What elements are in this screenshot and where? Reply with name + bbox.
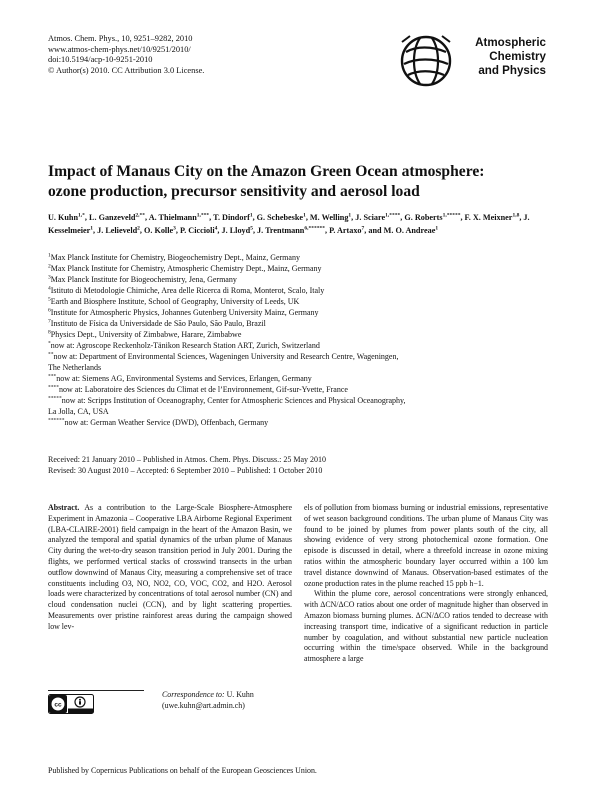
paper-title: Impact of Manaus City on the Amazon Green Ocean atmosphere: ozone production, precursor sensitivity and aerosol load [48, 163, 485, 200]
correspondence-name: U. Kuhn [226, 690, 254, 699]
affiliation-item [48, 362, 548, 373]
abstract-paragraph [48, 503, 292, 633]
affiliation-mark: 6 [48, 307, 51, 314]
affiliation-mark: 7 [48, 318, 51, 325]
creative-commons-icon[interactable] [48, 694, 94, 714]
author-affiliation-mark: 1 [90, 225, 94, 232]
affiliation-list [48, 252, 548, 428]
affiliation-text: now at: Siemens AG, Environmental Systems and Services, Erlangen, Germany [56, 374, 312, 383]
affiliation-text: Istituto di Metodologie Chimiche, Area delle Ricerca di Roma, Monterot, Scalo, Italy [50, 286, 325, 295]
author-name: P. Ciccioli$^4$ [179, 225, 218, 235]
author-name: J. Kesselmeier$^1$ [48, 213, 530, 235]
author-affiliation-mark: 2,** [135, 212, 146, 219]
journal-citation: Atmos. Chem. Phys., 10, 9251–9282, 2010 [48, 34, 193, 43]
correspondence-email[interactable]: (uwe.kuhn@art.admin.ch) [162, 700, 245, 710]
affiliation-mark: * [48, 340, 51, 347]
svg-text:cc: cc [54, 701, 62, 709]
affiliation-mark: 5 [48, 296, 51, 303]
affiliation-item [48, 417, 548, 428]
affiliation-item [48, 307, 548, 318]
affiliation-text: Max Planck Institute for Chemistry, Atmospheric Chemistry Dept., Mainz, Germany [50, 264, 322, 273]
affiliation-text: Max Planck Institute for Chemistry, Biogeochemistry Dept., Mainz, Germany [50, 253, 300, 262]
author-name: G. Schebeske$^1$ [256, 212, 306, 222]
author-affiliation-mark: 1 [348, 212, 352, 219]
body-paragraph-1: els of pollution from biomass burning or industrial emissions, representative of wet season background conditions. The urban plume of Manaus City was found to be joined by plumes from power plants south of the city, all showing evidence of very strong photochemical ozone formation. One episode is discussed in detail, where a threefold increase in ozone mixing ratios within the atmospheric boundary layer occurred within a 100 km travel distance downwind of Manaus. Observation-based estimates of the ozone production rates in the plume reached 15 ppb h−1. [304, 503, 548, 588]
page-footer: Published by Copernicus Publications on behalf of the European Geosciences Union. [48, 766, 317, 775]
author-affiliation-mark: 1 [303, 212, 306, 219]
affiliation-mark: *** [48, 373, 57, 380]
body-paragraph-2: Within the plume core, aerosol concentrations were strongly enhanced, with ΔCN/ΔCO ratios about one order of magnitude higher than observed in Amazon biomass burning plumes. ΔCN/ΔCO ratios tended to decrease with increasing transport time, indicative of a significant reduction in particle number by coagulation, and without substantial new particle nucleation occurring within the time/space observed. While in the background atmosphere a large [304, 589, 548, 664]
author-name: J. Lelieveld$^2$ [97, 225, 140, 235]
author-name: L. Ganzeveld$^{2,**}$ [89, 212, 146, 222]
author-name: A. Thielmann$^{1,***}$ [148, 212, 210, 222]
journal-url[interactable]: www.atmos-chem-phys.net/10/9251/2010/ [48, 44, 191, 54]
affiliation-item [48, 340, 548, 351]
author-name: T. Dindorf$^1$ [213, 212, 253, 222]
author-name: O. Kolle$^3$ [144, 225, 176, 235]
affiliation-item [48, 263, 548, 274]
affiliation-text: Physics Dept., University of Zimbabwe, Harare, Zimbabwe [50, 330, 242, 339]
author-name: M. Welling$^1$ [309, 212, 352, 222]
author-name: J. Trentmann$^{6,******}$ [257, 225, 325, 235]
egu-globe-icon [398, 30, 456, 92]
affiliation-text: now at: Laboratoire des Sciences du Climat et de l’Environnement, Gif-sur-Yvette, France [59, 385, 348, 394]
author-affiliation-mark: 1,***** [442, 212, 461, 219]
affiliation-item [48, 373, 548, 384]
author-affiliation-mark: 1,*** [196, 212, 210, 219]
logo-wordmark: Atmospheric Chemistry and Physics [475, 36, 546, 77]
publication-dates: Received: 21 January 2010 – Published in Atmos. Chem. Phys. Discuss.: 25 May 2010 Revised: 30 August 2010 – Accepted: 6 September 2010 – Published: 1 October 2010 [48, 455, 326, 475]
author-affiliation-mark: 1 [249, 212, 253, 219]
affiliation-text: now at: Department of Environmental Sciences, Wageningen University and Research Centre, Wageningen, [53, 352, 399, 361]
author-name: F. X. Meixner$^{1,8}$ [464, 212, 520, 222]
affiliation-text: La Jolla, CA, USA [48, 407, 109, 416]
affiliation-item [48, 318, 548, 329]
author-name: P. Artaxo$^7$ [329, 225, 365, 235]
author-name: U. Kuhn$^{1,*}$ [48, 212, 85, 222]
journal-header [48, 34, 204, 76]
author-affiliation-mark: 5 [250, 225, 253, 232]
author-name: G. Roberts$^{1,*****}$ [404, 212, 461, 222]
author-affiliation-mark: 1,**** [385, 212, 401, 219]
affiliation-text: now at: Scripps Institution of Oceanography, Center for Atmospheric Sciences and Physical Oceanography, [61, 396, 406, 405]
correspondence-label: Correspondence to: [162, 690, 225, 699]
abstract-column [48, 503, 292, 633]
affiliation-text: now at: Agroscope Reckenholz-Tänikon Research Station ART, Zurich, Switzerland [50, 341, 320, 350]
affiliation-item [48, 296, 548, 307]
affiliation-item [48, 384, 548, 395]
affiliation-text: Instituto de Física da Universidade de São Paulo, São Paulo, Brazil [50, 319, 266, 328]
affiliation-item [48, 351, 548, 362]
author-affiliation-mark: 4 [214, 225, 218, 232]
affiliation-item [48, 329, 548, 340]
affiliation-mark: ** [48, 351, 54, 358]
affiliation-mark: 2 [48, 263, 51, 270]
affiliation-text: now at: German Weather Service (DWD), Offenbach, Germany [64, 418, 269, 427]
author-name: J. Sciare$^{1,****}$ [355, 212, 401, 222]
affiliation-item [48, 252, 548, 263]
journal-logo [398, 30, 548, 92]
affiliation-mark: 4 [48, 285, 51, 292]
affiliation-mark: **** [48, 384, 59, 391]
author-affiliation-mark: 1 [435, 225, 439, 232]
affiliation-mark: 1 [48, 252, 51, 259]
affiliation-item [48, 274, 548, 285]
doi-link[interactable]: doi:10.5194/acp-10-9251-2010 [48, 55, 153, 65]
abstract-text: As a contribution to the Large-Scale Biosphere-Atmosphere Experiment in Amazonia – Cooperative LBA Airborne Regional Experiment (LBA-CLAIRE-2001) field campaign in the heart of the Amazon Basin, we analyzed the temporal and spatial dynamics of the urban plume of Manaus City during the wet-to-dry season transition period in July 2001. During the flights, we performed vertical stacks of crosswind transects in the urban outflow downwind of Manaus City, measuring a comprehensive set of trace constituents including O3, NO, NO2, CO, VOC, CO2, and H2O. Aerosol loads were characterized by concentrations of total aerosol number (CN) and cloud condensation nuclei (CCN), and by light scattering properties. Measurements over pristine rainforest areas during the campaign showed low lev- [48, 503, 292, 631]
affiliation-mark: 8 [48, 329, 51, 336]
license-note: © Author(s) 2010. CC Attribution 3.0 License. [48, 65, 205, 75]
author-name: M. O. Andreae$^1$ [383, 225, 439, 235]
affiliation-mark: ****** [48, 417, 65, 424]
affiliation-text: Institute for Atmospheric Physics, Johannes Gutenberg University Mainz, Germany [50, 308, 319, 317]
affiliation-item [48, 285, 548, 296]
author-affiliation-mark: 7 [361, 225, 365, 232]
author-name: J. Lloyd$^5$ [221, 225, 253, 235]
affiliation-mark: ***** [48, 395, 62, 402]
affiliation-item [48, 406, 548, 417]
affiliation-item [48, 395, 548, 406]
author-affiliation-mark: 1,8 [512, 212, 520, 219]
affiliation-text: Earth and Biosphere Institute, School of Geography, University of Leeds, UK [50, 297, 300, 306]
author-affiliation-mark: 1,* [78, 212, 85, 219]
author-affiliation-mark: 3 [173, 225, 176, 232]
affiliation-text: The Netherlands [48, 363, 102, 372]
author-list: U. Kuhn$^{1,*}$, L. Ganzeveld$^{2,**}$, A. Thielmann$^{1,***}$, T. Dindorf$^1$, G. Schebeske$^1$, M. Welling$^1$, J. Sciare$^{1,****}$, G. Roberts$^{1,*****}$, F. X. Meixner$^{1,8}$, J. Kesselmeier$^1$, J. Lelieveld$^2$, O. Kolle$^3$, P. Ciccioli$^4$, J. Lloyd$^5$, J. Trentmann$^{6,******}$, P. Artaxo$^7$, and M. O. Andreae$^1$ [48, 212, 530, 235]
affiliation-mark: 3 [48, 274, 51, 281]
author-affiliation-mark: 2 [137, 225, 140, 232]
correspondence-note [162, 690, 302, 712]
footnote-rule [48, 690, 144, 691]
author-affiliation-mark: 6,****** [304, 225, 325, 232]
abstract-label: Abstract. [48, 503, 80, 512]
affiliation-text: Max Planck Institute for Biogeochemistry, Jena, Germany [50, 275, 237, 284]
body-column-right [304, 503, 548, 665]
